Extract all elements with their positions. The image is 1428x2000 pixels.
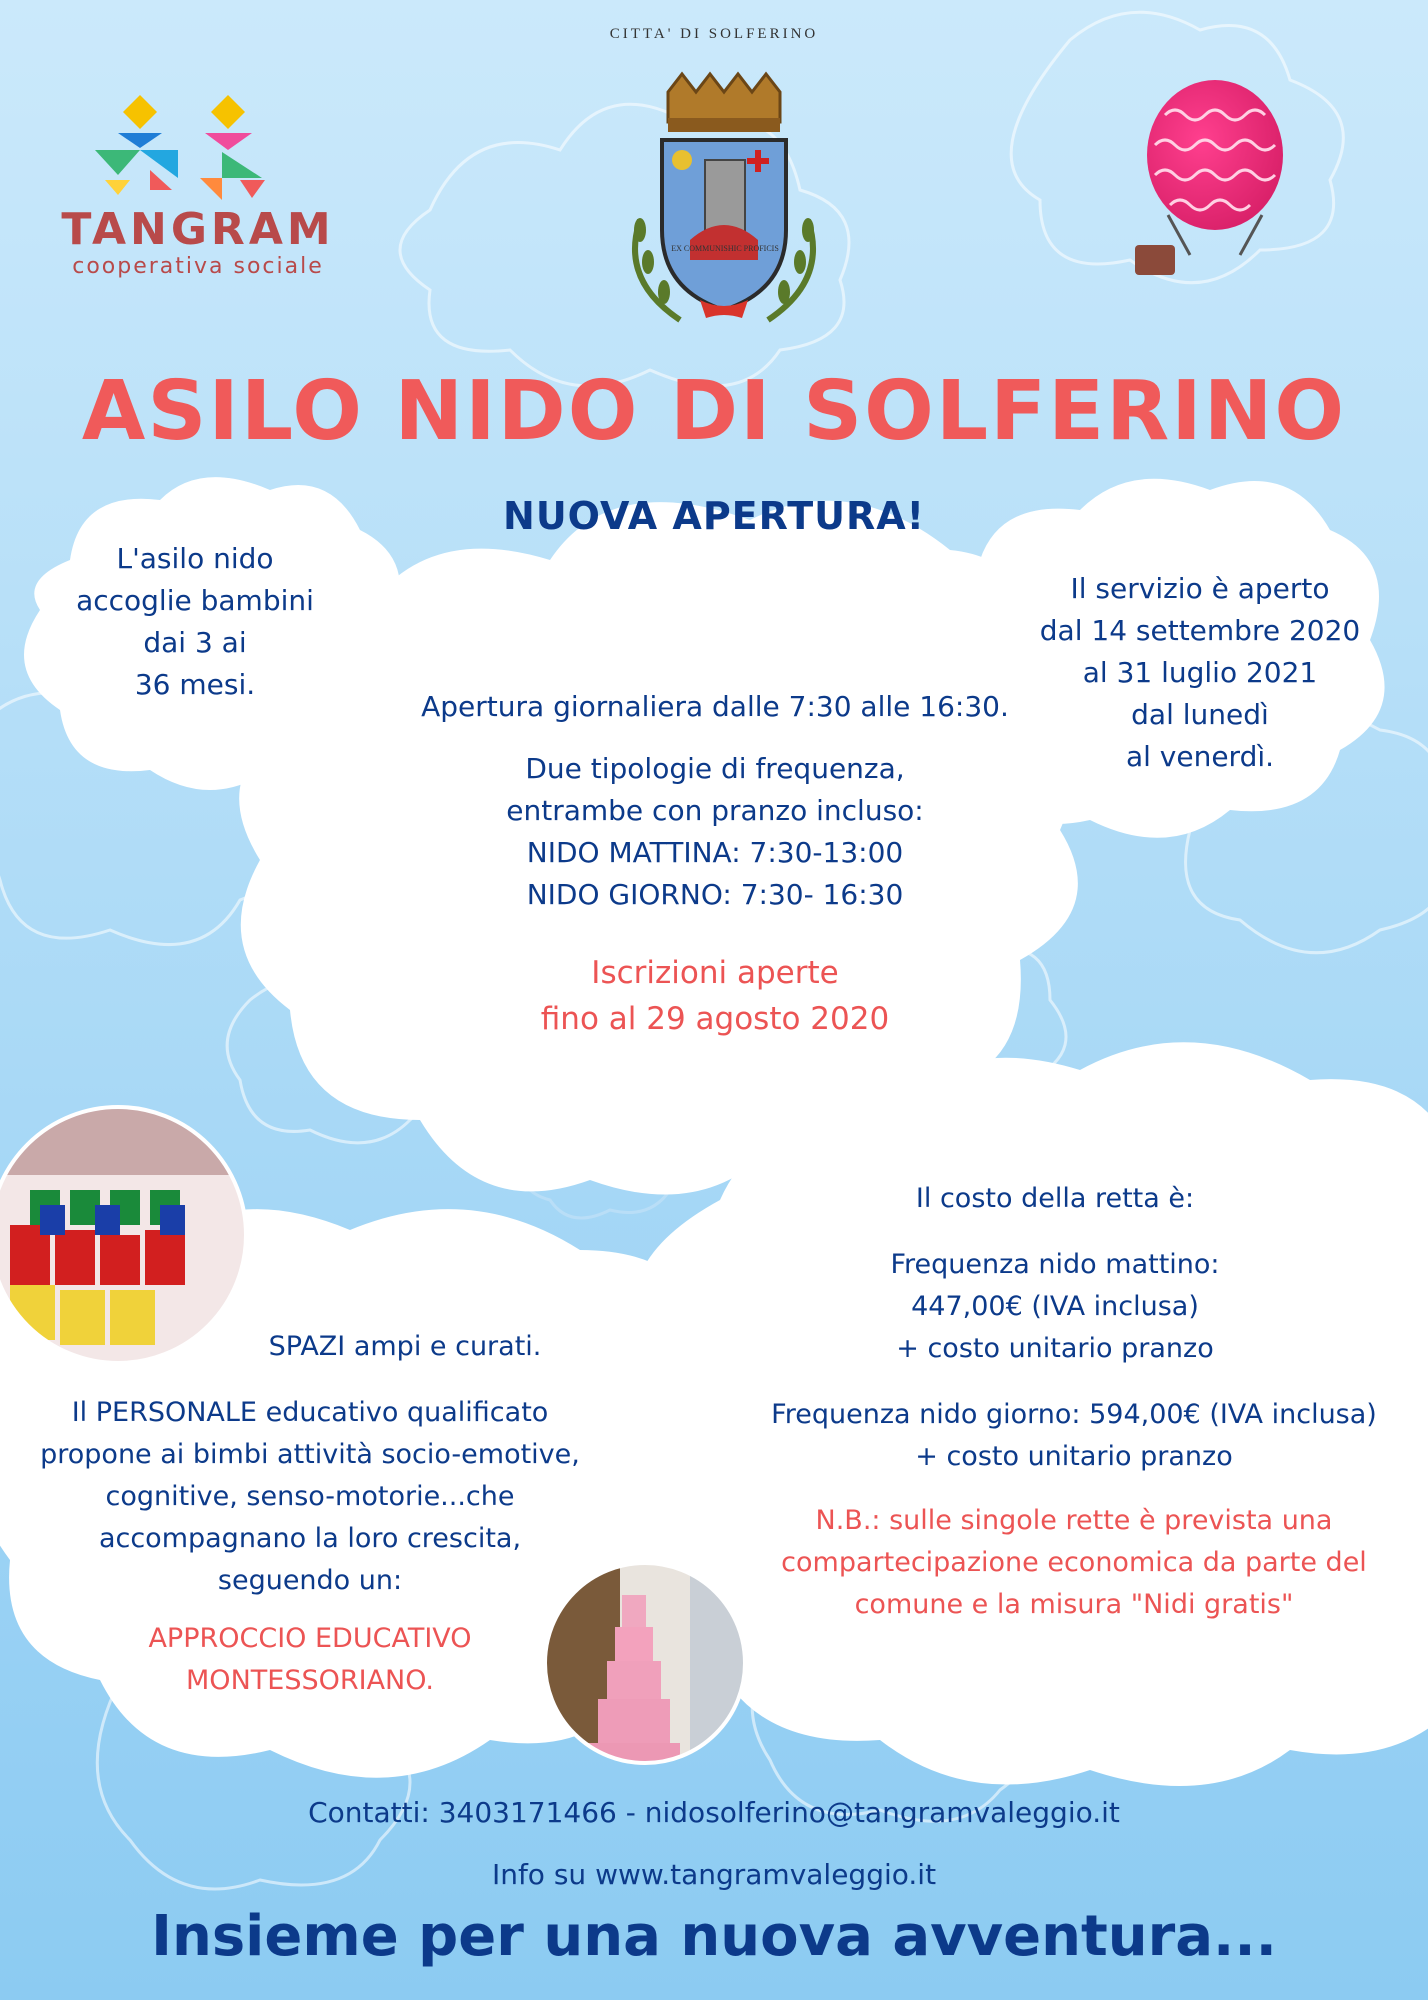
staff-line: seguendo un: xyxy=(217,1565,403,1596)
service-line: Il servizio è aperto xyxy=(1070,572,1330,605)
service-line: al 31 luglio 2021 xyxy=(1082,656,1318,689)
contacts-line[interactable]: Contatti: 3403171466 - nidosolferino@tangramvaleggio.it xyxy=(308,1796,1120,1829)
cost-title: Il costo della retta è: xyxy=(915,1183,1195,1214)
morning-cost-line: Frequenza nido mattino: xyxy=(890,1249,1220,1280)
day-cost-line: + costo unitario pranzo xyxy=(915,1441,1233,1472)
note-line: comune e la misura "Nidi gratis" xyxy=(854,1589,1294,1620)
attendance-line: Due tipologie di frequenza, xyxy=(525,752,905,785)
opening-hours: Apertura giornaliera dalle 7:30 alle 16:30. xyxy=(421,690,1009,723)
morning-cost xyxy=(820,1244,1290,1370)
age-line: dai 3 ai xyxy=(143,626,247,659)
staff-line: propone ai bimbi attività socio-emotive, xyxy=(40,1439,580,1470)
attendance-line: entrambe con pranzo incluso: xyxy=(506,794,924,827)
staff-text xyxy=(0,1392,620,1602)
closing-slogan: Insieme per una nuova avventura... xyxy=(151,1904,1277,1969)
service-line: dal 14 settembre 2020 xyxy=(1039,614,1361,647)
info-link[interactable]: Info su www.tangramvaleggio.it xyxy=(491,1858,937,1891)
tangram-logo-tagline: cooperativa sociale xyxy=(72,254,324,279)
day-cost-line: Frequenza nido giorno: 594,00€ (IVA inclusa) xyxy=(771,1399,1377,1430)
age-line: L'asilo nido xyxy=(116,542,274,575)
staff-line: cognitive, senso-motorie...che xyxy=(105,1481,515,1512)
morning-cost-line: + costo unitario pranzo xyxy=(896,1333,1214,1364)
age-line: accoglie bambini xyxy=(76,584,314,617)
spaces-text: SPAZI ampi e curati. xyxy=(268,1331,542,1362)
tangram-logo-name: TANGRAM xyxy=(61,204,335,255)
service-line: dal lunedì xyxy=(1131,698,1269,731)
registration-line: Iscrizioni aperte xyxy=(591,955,839,991)
morning-cost-line: 447,00€ (IVA inclusa) xyxy=(911,1291,1199,1322)
funding-note xyxy=(720,1500,1428,1626)
city-header: CITTA' DI SOLFERINO xyxy=(609,26,819,42)
approach-line: APPROCCIO EDUCATIVO xyxy=(148,1623,472,1654)
cloud-left-text xyxy=(50,538,340,706)
attendance-line: NIDO MATTINA: 7:30-13:00 xyxy=(526,836,904,869)
day-cost xyxy=(720,1394,1428,1478)
attendance-types xyxy=(380,748,1050,916)
registration-notice xyxy=(380,950,1050,1042)
service-line: al venerdì. xyxy=(1125,740,1275,773)
approach-line: MONTESSORIANO. xyxy=(186,1665,434,1696)
cloud-right-text xyxy=(1000,568,1400,778)
page-subtitle: NUOVA APERTURA! xyxy=(503,494,925,538)
staff-line: Il PERSONALE educativo qualificato xyxy=(71,1397,549,1428)
note-line: N.B.: sulle singole rette è prevista una xyxy=(815,1505,1333,1536)
staff-line: accompagnano la loro crescita, xyxy=(98,1523,522,1554)
crest-motto: EX COMMUNISHIC PROFICIS xyxy=(671,244,779,253)
note-line: compartecipazione economica da parte del xyxy=(781,1547,1367,1578)
registration-line: fino al 29 agosto 2020 xyxy=(540,1001,890,1037)
attendance-line: NIDO GIORNO: 7:30- 16:30 xyxy=(526,878,904,911)
montessori-approach xyxy=(60,1618,560,1702)
age-line: 36 mesi. xyxy=(134,668,256,701)
page-title: ASILO NIDO DI SOLFERINO xyxy=(81,364,1347,459)
